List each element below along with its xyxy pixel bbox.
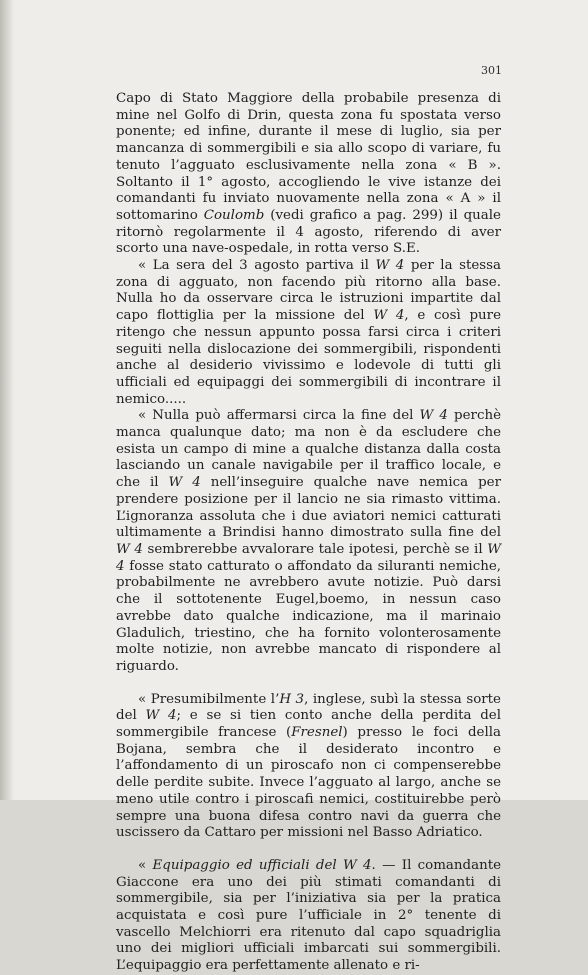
text-run: sembrerebbe avvalorare tale ipotesi, perchè se il bbox=[142, 541, 488, 557]
paragraph bbox=[116, 858, 501, 975]
italic-text: Coulomb bbox=[203, 207, 265, 223]
text-run: ) presso le foci della Bojana, sembra che il desiderato incontro e l’affondamento di un piroscafo non ci compenserebbe delle perdite subite. Invece l’agguato al largo, anche se meno utile contro i piroscafi nemici, costituirebbe però sempre una buona difesa contro navi da guerra che uscissero da Cattaro per missioni nel Basso Adriatico. bbox=[116, 725, 501, 841]
italic-text: W 4 bbox=[116, 541, 501, 574]
paragraph bbox=[116, 258, 501, 408]
italic-text: H 3 bbox=[279, 691, 305, 707]
text-run: « Presumibilmente l’ bbox=[138, 691, 280, 707]
italic-text: W 4 bbox=[168, 475, 201, 491]
text-run: per la stessa zona di agguato, non facendo più ritorno alla base. Nulla ho da osservare circa le istruzioni impartite dal capo flottiglia per la missione del bbox=[116, 258, 502, 324]
paragraph bbox=[116, 692, 501, 842]
text-run: , inglese, subì la stessa sorte del bbox=[116, 691, 501, 724]
italic-text: W 4 bbox=[373, 308, 405, 324]
italic-text: W 4 bbox=[375, 258, 405, 274]
binding-shadow bbox=[0, 0, 14, 800]
text-run: nell’inseguire qualche nave nemica per prendere posizione per il lancio ne sia rimasto vittima. L’ignoranza assoluta che i due aviatori nemici catturati ultimamente a Brindisi hanno dimostrato sulla fine del bbox=[116, 475, 501, 541]
text-run: « bbox=[138, 857, 153, 873]
text-run: . — Il comandante Giaccone era uno dei più stimati comandanti di sommergibile, sia per l’iniziativa sia per la pratica acquistata e così pure l’ufficiale in 2° tenente di vascello Melchiorri era ritenuto dal capo squadriglia uno dei migliori ufficiali imbarcati sui sommergibili. L’equipaggio era perfettamente allenato e ri- bbox=[116, 857, 501, 974]
text-run: , e così pure ritengo che nessun appunto possa farsi circa i criteri seguiti nella dislocazione dei sommergibili, rispondenti anche al desiderio vivissimo e lodevole di tutti gli ufficiali ed equipaggi dei sommergibili di incontrare il nemico..... bbox=[116, 308, 501, 407]
page-number: 301 bbox=[481, 64, 502, 77]
text-run: perchè manca qualunque dato; ma non è da escludere che esista un campo di mine a qualche distanza dalla costa lasciando un canale navigabile per il traffico locale, e che il bbox=[116, 408, 501, 491]
text-run: « Nulla può affermarsi circa la fine del bbox=[138, 408, 420, 424]
italic-text: W 4 bbox=[419, 408, 448, 424]
text-run: ; e se si tien conto anche della perdita del sommergibile francese ( bbox=[116, 708, 501, 741]
italic-text: W 4 bbox=[145, 708, 177, 724]
body-text bbox=[116, 91, 501, 975]
italic-text: W 4 bbox=[116, 541, 143, 557]
text-run: fosse stato catturato o affondato da siluranti nemiche, probabilmente ne avrebbero avute notizie. Può darsi che il sottotenente Eugel,boemo, in nessun caso avrebbe dato qualche indicazione, ma il marinaio Gladulich, triestino, che ha fornito volonterosamente molte notizie, non avrebbe mancato di rispondere al riguardo. bbox=[116, 558, 501, 674]
italic-text: Equipaggio ed ufficiali del W 4 bbox=[152, 857, 372, 873]
text-run: « La sera del 3 agosto partiva il bbox=[138, 258, 376, 274]
paragraph bbox=[116, 91, 501, 258]
text-run: (vedi grafico a pag. 299) il quale ritornò regolarmente il 4 agosto, riferendo di aver scorto una nave-ospedale, in rotta verso S.E. bbox=[116, 207, 501, 257]
italic-text: Fresnel bbox=[291, 725, 343, 741]
text-run: Capo di Stato Maggiore della probabile presenza di mine nel Golfo di Drin, questa zona fu spostata verso ponente; ed infine, durante il mese di luglio, sia per mancanza di sommergibili e sia allo scopo di variare, fu tenuto l’agguato esclusivamente nella zona « B ». Soltanto il 1° agosto, accogliendo le vive istanze dei comandanti fu inviato nuovamente nella zona « A » il sottomarino bbox=[116, 91, 501, 223]
paragraph bbox=[116, 408, 501, 675]
